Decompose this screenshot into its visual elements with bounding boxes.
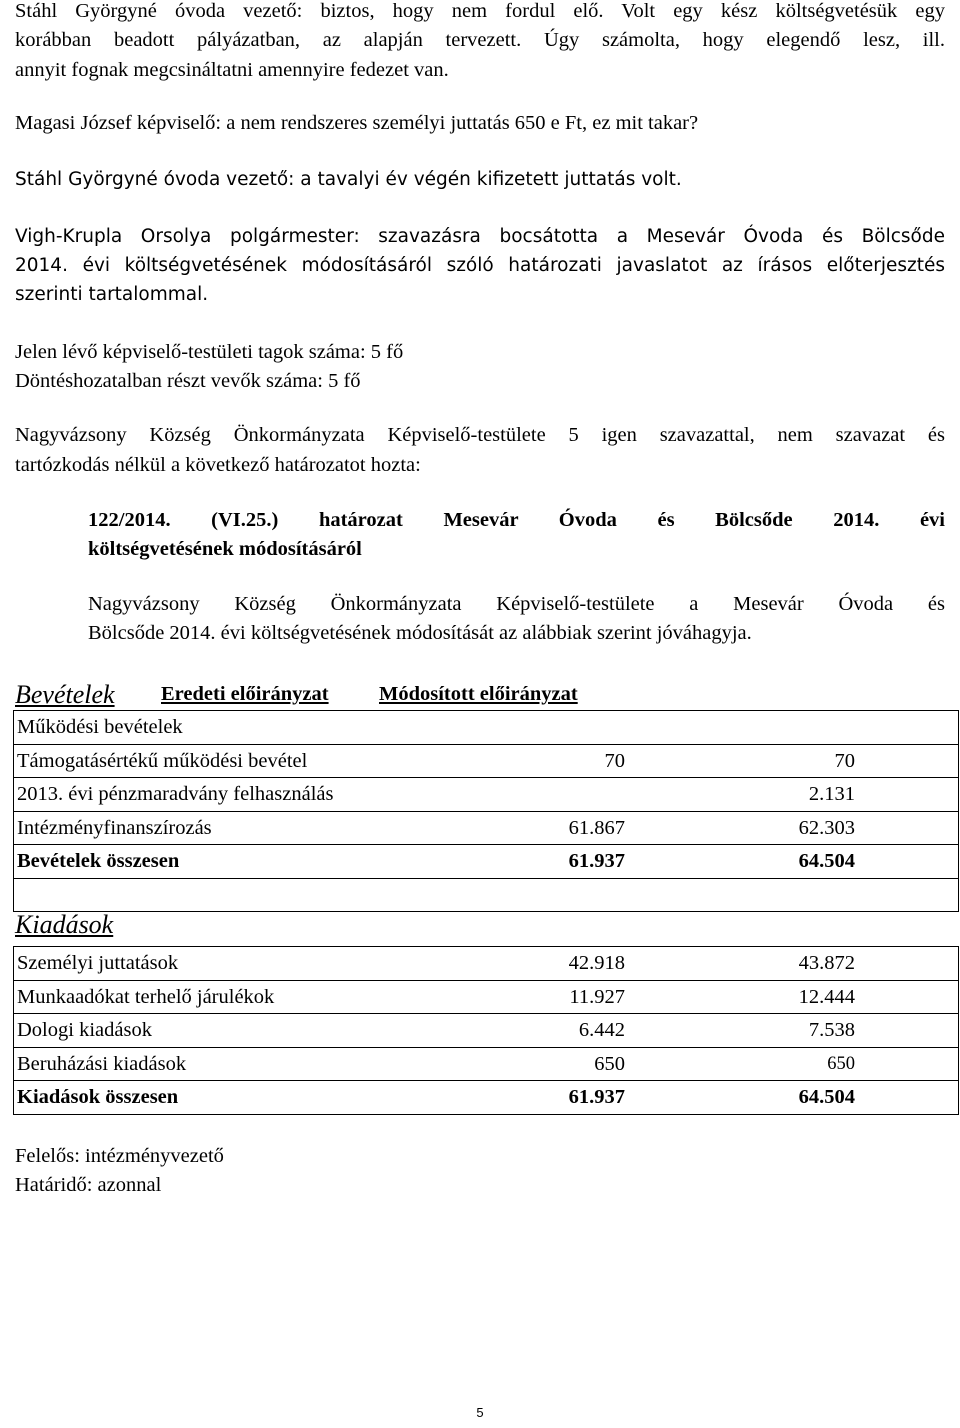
row-cell bbox=[14, 980, 959, 1014]
original-value: 11.927 bbox=[569, 985, 625, 1008]
paragraph-line: Nagyvázsony Község Önkormányzata Képviselő-testülete 5 igen szavazattal, nem szavazat és bbox=[15, 424, 945, 446]
table-row bbox=[14, 1047, 959, 1081]
paragraph: Stáhl Györgyné óvoda vezető: a tavalyi év végén kifizetett juttatás volt. bbox=[15, 169, 682, 190]
modified-value: 62.303 bbox=[798, 816, 855, 839]
table-row bbox=[14, 711, 959, 745]
resolution-title: 122/2014. (VI.25.) határozat Mesevár Óvoda és Bölcsőde 2014. évi bbox=[88, 509, 945, 531]
table-row bbox=[14, 1081, 959, 1115]
table-row bbox=[14, 1014, 959, 1048]
row-cell bbox=[14, 845, 959, 879]
column-original: Eredeti előirányzat bbox=[161, 683, 329, 705]
row-cell bbox=[14, 1014, 959, 1048]
deadline-line: Határidő: azonnal bbox=[15, 1174, 162, 1196]
paragraph-line: annyit fognak megcsináltatni amennyire fedezet van. bbox=[15, 59, 449, 81]
modified-value: 64.504 bbox=[798, 1086, 855, 1108]
modified-value: 43.872 bbox=[798, 952, 855, 974]
row-cell bbox=[14, 811, 959, 845]
row-label: Kiadások összesen bbox=[17, 1086, 179, 1108]
original-value: 6.442 bbox=[578, 1019, 625, 1041]
row-cell bbox=[14, 878, 959, 912]
original-value: 61.867 bbox=[568, 816, 625, 839]
modified-value: 2.131 bbox=[808, 783, 855, 805]
modified-value: 64.504 bbox=[798, 850, 855, 872]
expense-table bbox=[13, 946, 959, 1115]
paragraph-line: Stáhl Györgyné óvoda vezető: biztos, hogy nem fordul elő. Volt egy kész költségvetésük egy bbox=[15, 0, 945, 22]
row-label: 2013. évi pénzmaradvány felhasználás bbox=[17, 783, 334, 805]
revenue-table bbox=[13, 710, 959, 912]
original-value: 61.937 bbox=[568, 850, 625, 872]
row-cell bbox=[14, 744, 959, 778]
modified-value: 70 bbox=[834, 749, 855, 772]
row-label: Beruházási kiadások bbox=[17, 1052, 187, 1075]
modified-value: 7.538 bbox=[808, 1019, 855, 1041]
attendance-line: Jelen lévő képviselő-testületi tagok száma: 5 fő bbox=[15, 341, 404, 363]
modified-value: 12.444 bbox=[798, 985, 855, 1008]
table-row bbox=[14, 980, 959, 1014]
original-value: 70 bbox=[604, 749, 625, 772]
resolution-title: költségvetésének módosításáról bbox=[88, 538, 362, 560]
original-value: 61.937 bbox=[568, 1086, 625, 1108]
row-label: Bevételek összesen bbox=[17, 850, 180, 872]
table-row bbox=[14, 744, 959, 778]
row-cell bbox=[14, 778, 959, 812]
row-label: Dologi kiadások bbox=[17, 1019, 152, 1041]
empty-row bbox=[14, 878, 959, 912]
row-label: Intézményfinanszírozás bbox=[17, 816, 212, 839]
original-value: 42.918 bbox=[568, 952, 625, 974]
row-cell bbox=[14, 711, 959, 745]
attendance-line: Döntéshozatalban részt vevők száma: 5 fő bbox=[15, 370, 361, 392]
paragraph-line: tartózkodás nélkül a következő határozatot hozta: bbox=[15, 454, 421, 476]
column-modified: Módosított előirányzat bbox=[379, 683, 578, 705]
row-cell bbox=[14, 1047, 959, 1081]
paragraph-line: szerinti tartalommal. bbox=[15, 284, 209, 305]
paragraph: Magasi József képviselő: a nem rendszeres személyi juttatás 650 e Ft, ez mit takar? bbox=[15, 112, 699, 134]
row-label: Működési bevételek bbox=[17, 716, 183, 738]
row-label: Személyi juttatások bbox=[17, 952, 179, 974]
modified-value: 650 bbox=[827, 1053, 855, 1074]
paragraph-line: 2014. évi költségvetésének módosításáról szóló határozati javaslatot az írásos előterjesztés bbox=[15, 255, 945, 276]
resolution-body: Nagyvázsony Község Önkormányzata Képviselő-testülete a Mesevár Óvoda és bbox=[88, 593, 945, 615]
table-row bbox=[14, 845, 959, 879]
row-cell bbox=[14, 1081, 959, 1115]
page-number: 5 bbox=[476, 1405, 484, 1420]
table-header bbox=[15, 678, 945, 710]
row-label: Támogatásértékű működési bevétel bbox=[17, 749, 308, 772]
row-cell bbox=[14, 947, 959, 981]
expense-section-title: Kiadások bbox=[15, 910, 114, 939]
paragraph-line: Vigh-Krupla Orsolya polgármester: szavazásra bocsátotta a Mesevár Óvoda és Bölcsőde bbox=[15, 226, 945, 247]
paragraph-line: korábban beadott pályázatban, az alapján tervezett. Úgy számolta, hogy elegendő lesz, ill. bbox=[15, 29, 945, 51]
row-label: Munkaadókat terhelő járulékok bbox=[17, 985, 275, 1008]
revenue-section-title: Bevételek bbox=[15, 680, 115, 709]
table-row bbox=[14, 811, 959, 845]
responsible-line: Felelős: intézményvezető bbox=[15, 1145, 224, 1167]
table-row bbox=[14, 947, 959, 981]
resolution-body: Bölcsőde 2014. évi költségvetésének módosítását az alábbiak szerint jóváhagyja. bbox=[88, 622, 752, 644]
original-value: 650 bbox=[594, 1052, 625, 1075]
table-row bbox=[14, 778, 959, 812]
